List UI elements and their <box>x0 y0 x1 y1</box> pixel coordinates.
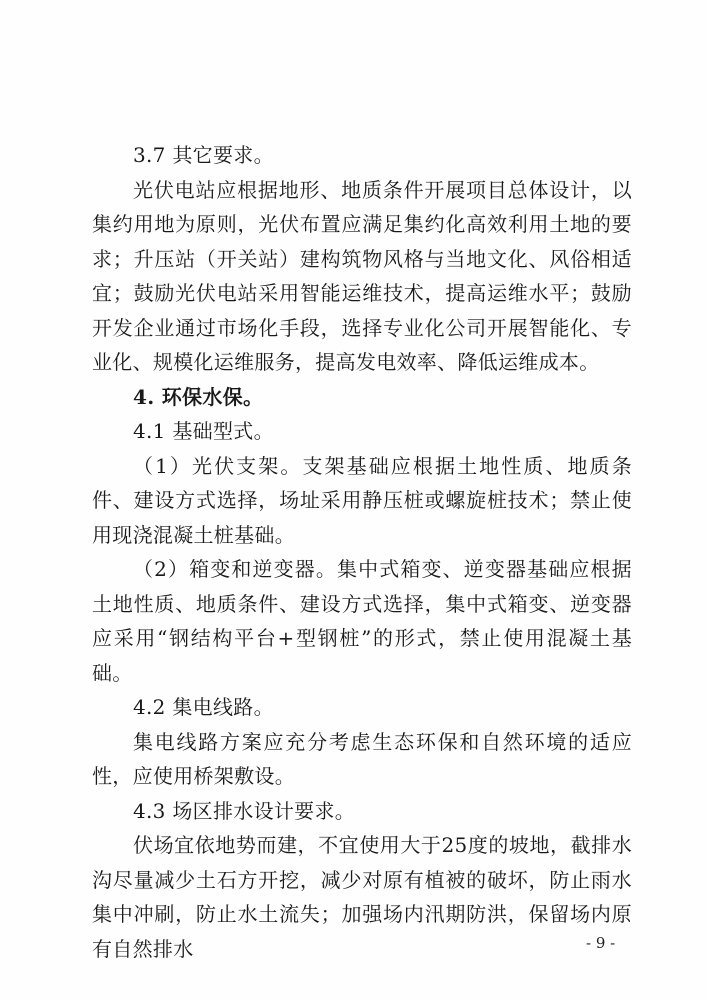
section-heading-3-7: 3.7 其它要求。 <box>133 143 274 167</box>
section-heading-4-3: 4.3 场区排水设计要求。 <box>133 798 356 823</box>
document-body <box>92 138 632 966</box>
paragraph-box-transformer: （2）箱变和逆变器。集中式箱变、逆变器基础应根据土地性质、地质条件、建设方式选择，集中式箱变、逆变器应采用“钢结构平台+型钢桩”的形式，禁止使用混凝土基础。 <box>92 557 632 685</box>
paragraph-pv-station-design: 光伏电站应根据地形、地质条件开展项目总体设计，以集约用地为原则，光伏布置应满足集约化高效利用土地的要求；升压站（开关站）建构筑物风格与当地文化、风俗相适宜；鼓励光伏电站采用智能运维技术，提高运维水平；鼓励开发企业通过市场化手段，选择专业化公司开展智能化、专业化、规模化运维服务，提高发电效率、降低运维成本。 <box>92 177 632 374</box>
section-heading-4-1: 4.1 基础型式。 <box>133 419 274 443</box>
paragraph-collector-line: 集电线路方案应充分考虑生态环保和自然环境的适应性，应使用桥架敷设。 <box>92 729 632 788</box>
paragraph-pv-bracket: （1）光伏支架。支架基础应根据土地性质、地质条件、建设方式选择，场址采用静压桩或螺旋桩技术；禁止使用现浇混凝土桩基础。 <box>92 453 632 547</box>
section-heading-4: 4. 环保水保。 <box>133 384 264 409</box>
section-heading-4-2: 4.2 集电线路。 <box>133 695 274 719</box>
page-number: - 9 - <box>586 934 616 952</box>
paragraph-drainage: 伏场宜依地势而建，不宜使用大于25度的坡地，截排水沟尽量减少土石方开挖，减少对原有植被的破坏，防止雨水集中冲刷，防止水土流失；加强场内汛期防洪，保留场内原有自然排水 <box>92 833 632 961</box>
